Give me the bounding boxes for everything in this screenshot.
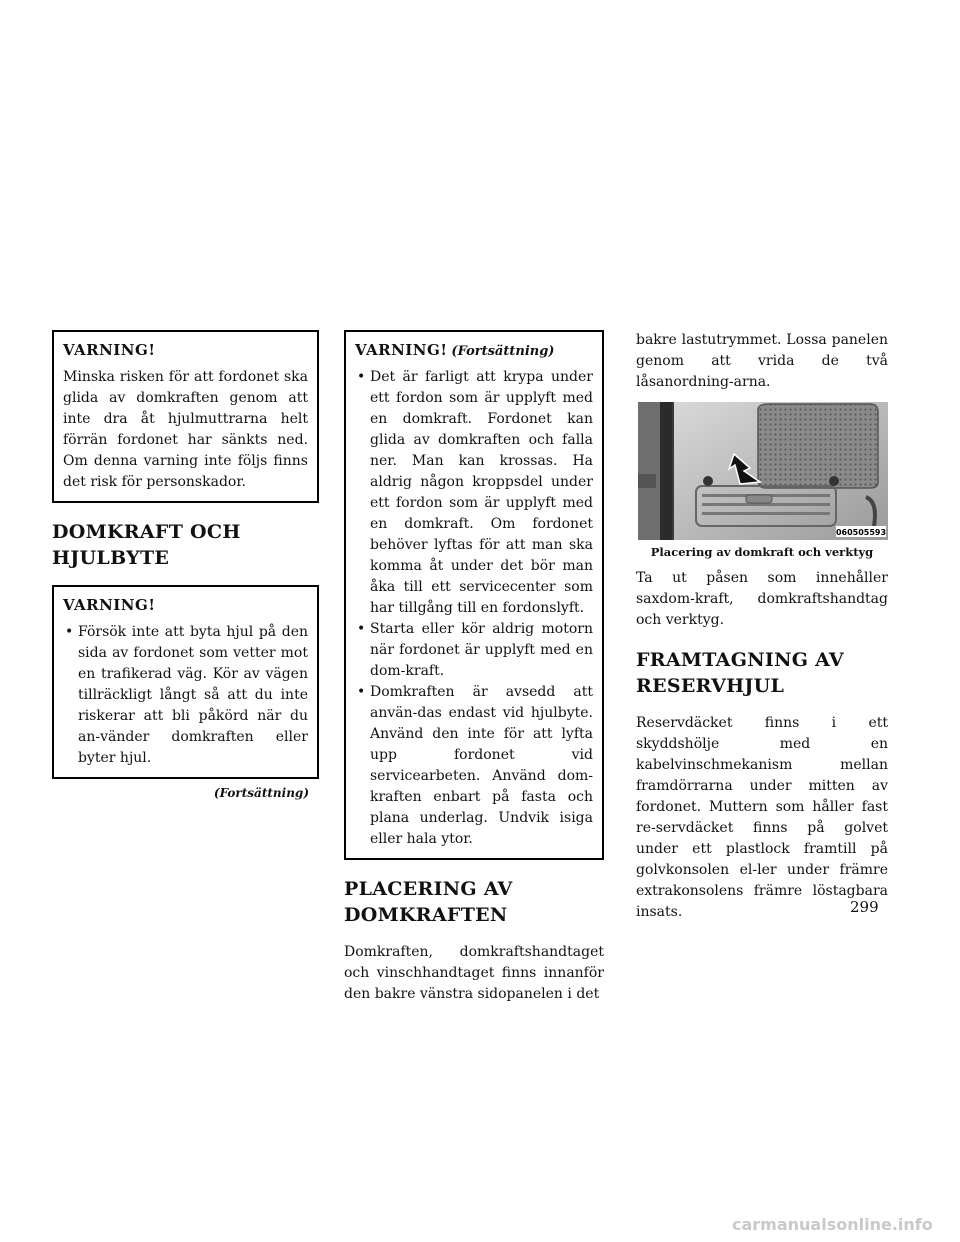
body-paragraph: Domkraften, domkraftshandtaget och vinschhandtaget finns innanför den bakre vänstra sidopanelen i det xyxy=(344,944,604,1002)
warning-title-text: VARNING! xyxy=(355,341,448,359)
body-paragraph: bakre lastutrymmet. Lossa panelen genom att vrida de två låsanordning-arna. xyxy=(636,332,888,390)
warning-list-item: • Det är farligt att krypa under ett fordon som är upplyft med en domkraft. Fordonet kan glida av domkraften och falla ner. Man kan krossas. Ha aldrig någon kroppsdel under ett fordon som är upplyft med en domkraft. Om fordonet behöver lyftas för att man ska komma åt under det bör man åka till ett servicecenter som har tillgång till en fordonslyft. xyxy=(355,367,593,619)
warning-list-item: • Försök inte att byta hjul på den sida av fordonet som vetter mot en trafikerad väg. Kör av vägen tillräckligt långt så att du inte riskerar att bli påkörd när du an-vänder domkraften eller byter hjul. xyxy=(63,622,308,769)
jack-location-photo xyxy=(638,402,888,540)
section-heading-jack-and-wheel-change: DOMKRAFT OCH HJULBYTE xyxy=(52,521,241,569)
warning-box-continued xyxy=(344,330,604,860)
warning-title: VARNING! xyxy=(63,596,156,614)
watermark: carmanualsonline.info xyxy=(732,1215,933,1234)
column-right xyxy=(636,330,888,923)
jack-location-illustration xyxy=(638,402,888,540)
warning-list-item: • Domkraften är avsedd att använ-das endast vid hjulbyte. Använd den inte för att lyfta upp fordonet vid servicearbeten. Använd dom-kraften enbart på fasta och plana underlag. Undvik isiga eller hala ytor. xyxy=(355,682,593,850)
warning-title xyxy=(355,341,593,359)
body-paragraph: Ta ut påsen som innehåller saxdom-kraft, domkraftshandtag och verktyg. xyxy=(636,570,888,628)
warning-box-wheel-nuts xyxy=(52,330,319,503)
warning-box-traffic xyxy=(52,585,319,779)
warning-list xyxy=(63,622,308,769)
warning-title: VARNING! xyxy=(63,341,156,359)
figure-code: 060505593 xyxy=(835,528,887,537)
continued-note: (Fortsättning) xyxy=(213,786,309,800)
column-left xyxy=(52,330,319,800)
warning-list xyxy=(355,367,593,850)
section-heading-spare-wheel: FRAMTAGNING AV RESERVHJUL xyxy=(636,649,844,697)
warning-list-item: • Starta eller kör aldrig motorn när fordonet är upplyft med en dom-kraft. xyxy=(355,619,593,682)
section-heading-jack-location: PLACERING AV DOMKRAFTEN xyxy=(344,878,513,926)
warning-text: Minska risken för att fordonet ska glida av domkraften genom att inte dra åt hjulmuttrarna helt förrän fordonet har sänkts ned. Om denna varning inte följs finns det risk för personskador. xyxy=(63,369,308,490)
body-paragraph: Reservdäcket finns i ett skyddshölje med en kabelvinschmekanism mellan framdörrarna under mitten av fordonet. Muttern som håller fast re-servdäcket finns på golvet under ett plastlock framtill på golvkonsolen el-ler under främre extrakonsolens främre löstagbara insats. xyxy=(636,715,888,920)
page-number: 299 xyxy=(850,898,879,916)
warning-continued-label: (Fortsättning) xyxy=(451,344,555,359)
column-middle xyxy=(344,330,604,1005)
figure-caption: Placering av domkraft och verktyg xyxy=(650,545,874,559)
